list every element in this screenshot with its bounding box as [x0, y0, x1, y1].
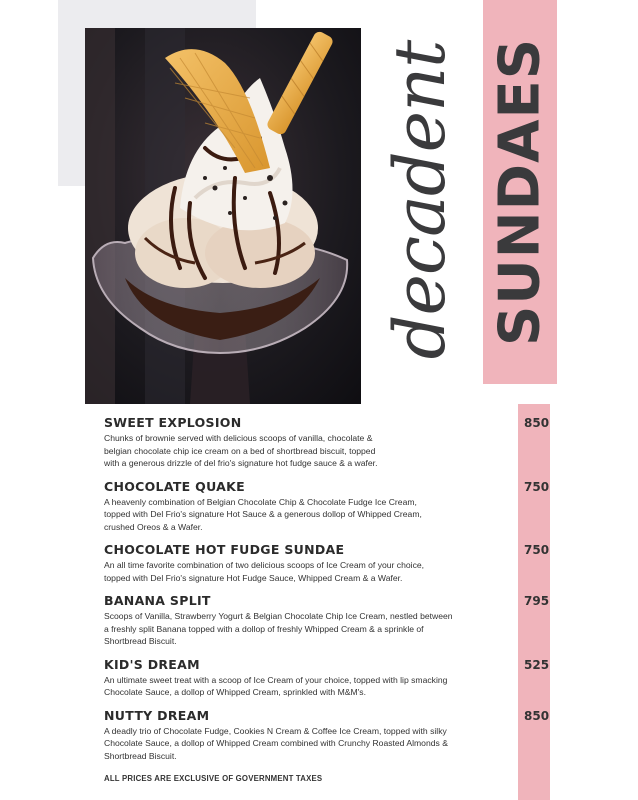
menu-item: [104, 414, 550, 470]
menu-list: [104, 414, 550, 770]
menu-item: [104, 541, 550, 584]
item-description: A heavenly combination of Belgian Chocolate Chip & Chocolate Fudge Ice Cream, topped with Del Frio's signature Hot Sauce & a generous dollop of Whipped Cream, crushed Oreos & a Wafer.: [104, 496, 422, 532]
item-price: 525: [524, 657, 550, 672]
item-name: SWEET EXPLOSION: [104, 415, 242, 430]
menu-item: [104, 592, 550, 648]
menu-item: [104, 478, 550, 534]
item-price: 850: [524, 708, 550, 723]
item-price: 795: [524, 594, 550, 608]
item-name: CHOCOLATE HOT FUDGE SUNDAE: [104, 542, 345, 557]
item-name: BANANA SPLIT: [104, 593, 211, 608]
item-description: An all time favorite combination of two delicious scoops of Ice Cream of your choice, topped with Del Frio's signature Hot Fudge Sauce, Whipped Cream & a Wafer.: [104, 560, 425, 583]
sundae-photo: [85, 28, 361, 404]
item-name: CHOCOLATE QUAKE: [104, 478, 245, 494]
item-price: 850: [524, 416, 550, 430]
tax-disclaimer: ALL PRICES ARE EXCLUSIVE OF GOVERNMENT TAXES: [104, 774, 323, 783]
item-description: A deadly trio of Chocolate Fudge, Cookies N Cream & Coffee Ice Cream, topped with silky Chocolate Sauce, a dollop of Whipped Cream combined with Crunchy Roasted Almonds & Shortbread Biscuit.: [104, 725, 448, 761]
script-title-text: decadent: [379, 40, 461, 360]
item-description: An ultimate sweet treat with a scoop of Ice Cream of your choice, topped with lip smacking Chocolate Sauce, a dollop of Whipped Cream, sprinkled with M&M's.: [104, 674, 448, 697]
item-price: 750: [524, 543, 550, 557]
item-price: 750: [524, 479, 550, 494]
item-description: Chunks of brownie served with delicious scoops of vanilla, chocolate & belgian chocolate chip ice cream on a bed of shortbread biscuit, topped with a generous drizzle of del frio's signature hot fudge sauce & a wafer.: [104, 433, 378, 468]
main-title-text: SUNDAES: [487, 37, 553, 347]
menu-item: [104, 707, 550, 763]
item-name: NUTTY DREAM: [104, 707, 210, 723]
item-name: KID'S DREAM: [104, 656, 200, 672]
item-description: Scoops of Vanilla, Strawberry Yogurt & Belgian Chocolate Chip Ice Cream, nestled between a freshly split Banana topped with a dollop of freshly Whipped Cream & a sprinkle of Shortbread Biscuit.: [104, 611, 453, 646]
menu-item: [104, 656, 550, 699]
